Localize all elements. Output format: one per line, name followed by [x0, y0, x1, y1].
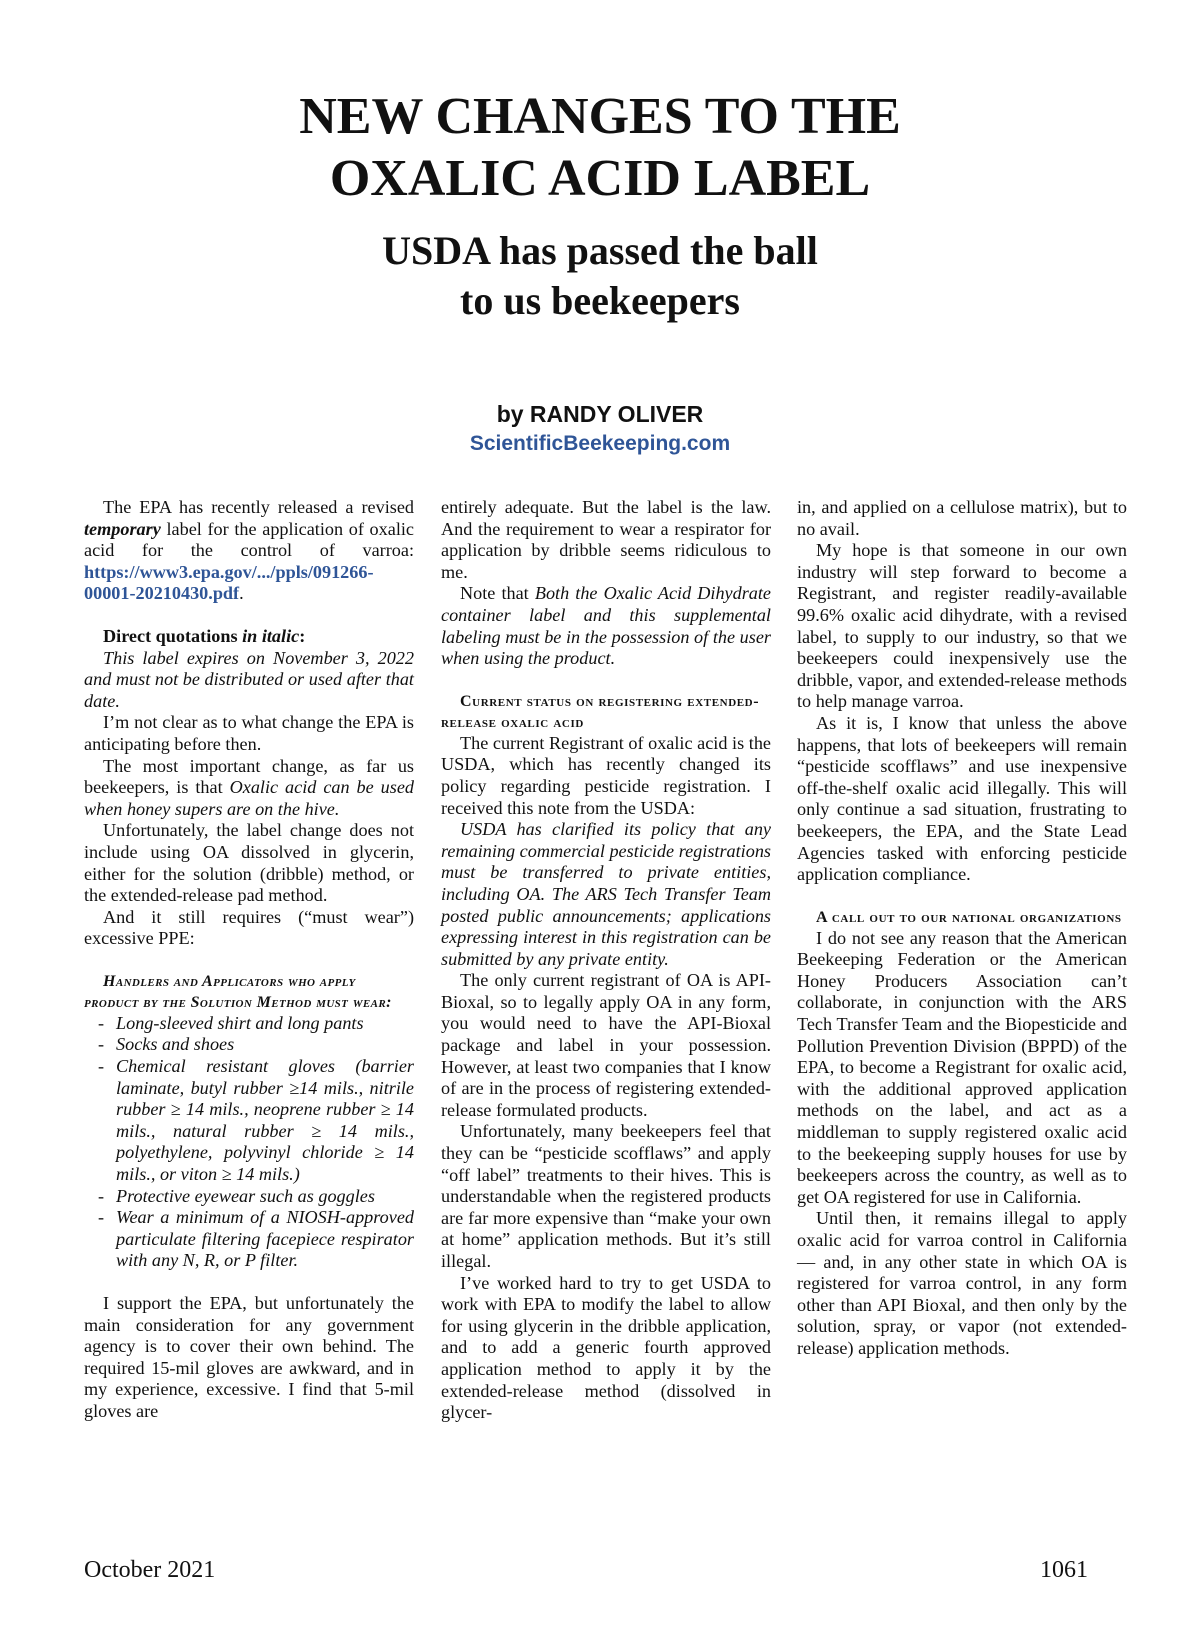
author-byline: by RANDY OLIVER — [496, 401, 704, 427]
section-heading-current-status: Current status on registering extended-release oxalic acid — [441, 692, 760, 731]
list-item-text: Long-sleeved shirt and long pants — [116, 1012, 364, 1033]
temporary-emphasis: temporary — [84, 518, 161, 539]
intro-end: . — [239, 583, 244, 604]
paragraph: Until then, it remains illegal to apply oxalic acid for varroa control in California — and, in any other state in which OA is registered for varroa control, in any form other than API Bioxal, and then only by the solution, spray, or vapor (not extended-release) application methods. — [797, 1208, 1127, 1358]
paragraph: And it still requires (“must wear”) excessive PPE: — [84, 906, 414, 949]
direct-quotations-note — [84, 626, 414, 648]
list-item-text: Socks and shoes — [116, 1034, 235, 1055]
paragraph: As it is, I know that unless the above happens, that lots of beekeepers will remain “pesticide scofflaws” and use inexpensive off-the-shelf oxalic acid illegally. This will only continue a sad situation, frustrating to beekeepers, the EPA, and the State Lead Agencies tasked with enforcing pesticide application compliance. — [797, 712, 1127, 885]
usda-quote: USDA has clarified its policy that any remaining commercial pesticide registrations must be transferred to private entities, including OA. The ARS Tech Transfer Team posted public announcements; applications expressing interest in this registration can be submitted by any private entity. — [441, 819, 771, 969]
column-3 — [797, 497, 1127, 1360]
paragraph — [84, 756, 414, 821]
column-1 — [84, 497, 414, 1423]
paragraph: I’ve worked hard to try to get USDA to work with EPA to modify the label to allow for using glycerin in the dribble application, and to add a generic fourth approved application method to apply it by the extended-release method (dissolved in glycer- — [441, 1272, 771, 1423]
honey-supers-quote: Oxalic acid can be used when honey supers are on the hive. — [84, 777, 414, 819]
expiry-quote: This label expires on November 3, 2022 and must not be distributed or used after that date. — [84, 647, 414, 711]
paragraph: entirely adequate. But the label is the law. And the requirement to wear a respirator for application by dribble seems ridiculous to me. — [441, 497, 771, 582]
paragraph: Unfortunately, many beekeepers feel that they can be “pesticide scofflaws” and apply “off label” treatments to their hives. This is understandable when the registered products are far more expensive than “make your own at home” application methods. But it’s still illegal. — [441, 1121, 771, 1271]
title-line-1: NEW CHANGES TO THE — [299, 88, 901, 145]
paragraph: My hope is that someone in our own industry will step forward to become a Registrant, and register readily-available 99.6% oxalic acid dihydrate, with a revised label, to supply to our industry, so that we beekeepers could inexpensively use the dribble, vapor, and extended-release methods to help manage varroa. — [797, 540, 1127, 712]
list-item-text: Chemical resistant gloves (barrier laminate, butyl rubber ≥14 mils., nitrile rubber ≥ 14 mils., neoprene rubber ≥ 14 mils., natural rubber ≥ 14 mils., polyethylene, polyvinyl chloride ≥ 14 mils., or viton ≥ 14 mils.) — [116, 1056, 414, 1185]
dq-italic: in italic — [242, 625, 300, 646]
title-line-2: OXALIC ACID LABEL — [329, 150, 871, 207]
list-item: - Chemical resistant gloves (barrier laminate, butyl rubber ≥14 mils., nitrile rubber ≥ 14 mils., neoprene rubber ≥ 14 mils., natural rubber ≥ 14 mils., polyethylene, polyvinyl chloride ≥ 14 mils., or viton ≥ 14 mils.) — [98, 1056, 414, 1185]
paragraph: The current Registrant of oxalic acid is the USDA, which has recently changed its policy regarding pesticide registration. I received this note from the USDA: — [441, 732, 771, 818]
section-heading-call-out: A call out to our national organizations — [816, 908, 1122, 926]
dq-text: Direct quotations — [103, 625, 243, 646]
paragraph-text: Note that — [460, 583, 535, 604]
paragraph: I’m not clear as to what change the EPA is anticipating before then. — [84, 712, 414, 754]
list-item: - Long-sleeved shirt and long pants — [98, 1012, 364, 1033]
epa-label-link[interactable]: https://www3.epa.gov/.../ppls/091266-00001-20210430.pdf — [84, 561, 374, 604]
paragraph: I support the EPA, but unfortunately the main consideration for any government agency is to cover their own behind. The required 15-mil gloves are awkward, and in my experience, excessive. I find that 5-mil gloves are — [84, 1293, 414, 1421]
handlers-heading: Handlers and Applicators who apply product by the Solution Method must wear: — [84, 972, 392, 1011]
list-item-text: Protective eyewear such as goggles — [116, 1185, 375, 1206]
label-possession-quote: Both the Oxalic Acid Dihydrate container label and this supplemental labeling must be in the possession of the user when using the product. — [441, 583, 771, 669]
paragraph: I do not see any reason that the American Beekeeping Federation or the American Honey Producers Association can’t collaborate, in conjunction with the ARS Tech Transfer Team and the Biopesticide and Pollution Prevention Division (BPPD) of the EPA, to become a Registrant for oxalic acid, with the additional approved application methods on the label, and act as a middleman to supply registered oxalic acid to the beekeeping supply houses for use by beekeepers across the country, as well as to get OA registered for use in California. — [797, 927, 1127, 1207]
intro-text: The EPA has recently released a revised — [103, 497, 414, 517]
column-2 — [441, 497, 771, 1424]
paragraph — [441, 583, 771, 669]
list-item: - Protective eyewear such as goggles — [98, 1185, 375, 1206]
subtitle-line-2: to us beekeepers — [460, 278, 740, 323]
subtitle-line-1: USDA has passed the ball — [382, 228, 818, 273]
article-title — [0, 86, 1200, 210]
paragraph-text: The most important change, as far us beekeepers, is that — [84, 755, 414, 798]
list-item: - Socks and shoes — [98, 1034, 235, 1055]
paragraph: Unfortunately, the label change does not include using OA dissolved in glycerin, either for the solution (dribble) method, or the extended-release pad method. — [84, 820, 414, 906]
paragraph: in, and applied on a cellulose matrix), but to no avail. — [797, 497, 1127, 539]
issue-date: October 2021 — [84, 1557, 216, 1583]
dq-colon: : — [299, 625, 306, 646]
list-item-text: Wear a minimum of a NIOSH-approved particulate filtering facepiece respirator with any N, R, or P filter. — [116, 1207, 414, 1271]
intro-paragraph — [84, 497, 414, 605]
author-website-link[interactable]: ScientificBeekeeping.com — [469, 432, 731, 455]
intro-text-cont: label for the application of oxalic acid for the control of varroa: — [84, 518, 414, 561]
list-item: - Wear a minimum of a NIOSH-approved particulate filtering facepiece respirator with any N, R, or P filter. — [98, 1207, 414, 1271]
article-subtitle — [0, 226, 1200, 326]
page-number: 1061 — [1040, 1557, 1088, 1583]
ppe-list — [84, 1013, 414, 1272]
paragraph: The only current registrant of OA is API-Bioxal, so to legally apply OA in any form, you would need to have the API-Bioxal package and label in your possession. However, at least two companies that I know of are in the process of registering extended-release formulated products. — [441, 970, 771, 1120]
